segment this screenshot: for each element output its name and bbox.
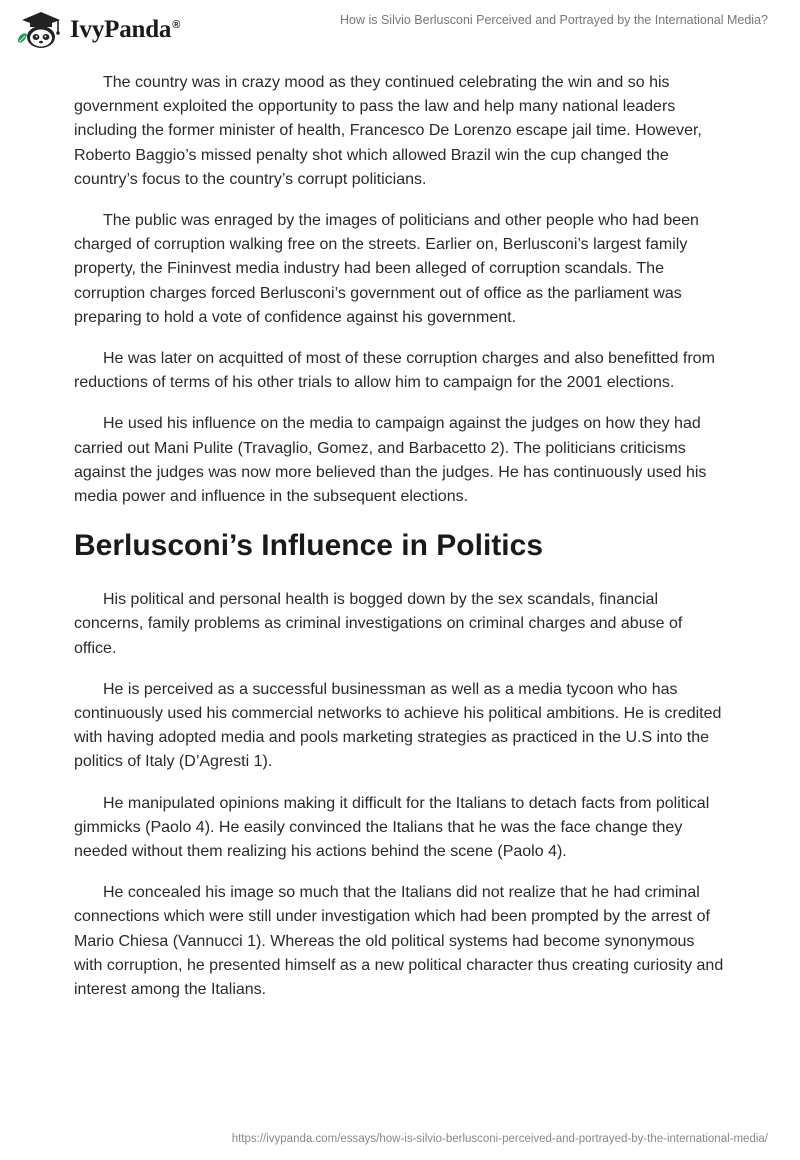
- paragraph: He was later on acquitted of most of these corruption charges and also benefitted from reductions of terms of his other trials to allow him to campaign for the 2001 elections.: [74, 350, 715, 392]
- paragraph: He manipulated opinions making it difficult for the Italians to detach facts from political gimmicks (Paolo 4). He easily convinced the Italians that he was the face change they needed without them realizing his actions behind the scene (Paolo 4).: [74, 794, 710, 861]
- panda-graduate-icon: [14, 10, 64, 50]
- paragraph: He is perceived as a successful businessman as well as a media tycoon who has continuously used his commercial networks to achieve his political ambitions. He is credited with having adopted media and pools marketing strategies as practiced in the U.S into the politics of Italy (D’Agresti 1).: [74, 680, 722, 771]
- paragraph: The public was enraged by the images of politicians and other people who had been charged of corruption walking free on the streets. Earlier on, Berlusconi’s largest family property, the Fininvest media industry had been alleged of corruption scandals. The corruption charges forced Berlusconi’s government out of office as the parliament was preparing to hold a vote of confidence against his government.: [74, 212, 699, 326]
- registered-mark: ®: [172, 18, 181, 31]
- section-heading: Berlusconi’s Influence in Politics: [74, 529, 543, 563]
- logo-name: IvyPanda: [70, 16, 172, 43]
- document-title: How is Silvio Berlusconi Perceived and Portrayed by the International Media?: [339, 13, 768, 27]
- paragraph: The country was in crazy mood as they continued celebrating the win and so his government exploited the opportunity to pass the law and help many national leaders including the former minister of health, Francesco De Lorenzo escape jail time. However, Roberto Baggio’s missed penalty shot which allowed Brazil win the cup changed the country’s focus to the country’s corrupt politicians.: [74, 74, 702, 188]
- paragraph: He concealed his image so much that the Italians did not realize that he had criminal connections which were still under investigation which had been prompted by the arrest of Mario Chiesa (Vannucci 1). Whereas the old political systems had become synonymous with corruption, he presented himself as a new political character thus creating curiosity and interest among the Italians.: [74, 884, 724, 999]
- paragraph: His political and personal health is bogged down by the sex scandals, financial concerns, family problems as criminal investigations on criminal charges and abuse of office.: [74, 591, 683, 657]
- essay-body: [74, 71, 726, 1019]
- logo-wordmark: [70, 16, 180, 44]
- ivypanda-logo[interactable]: [14, 10, 180, 50]
- page-header: [0, 0, 800, 60]
- paragraph: He used his influence on the media to campaign against the judges on how they had carried out Mani Pulite (Travaglio, Gomez, and Barbacetto 2). The politicians criticisms against the judges was now more believed than the judges. He has continuously used his media power and influence in the subsequent elections.: [74, 415, 707, 506]
- source-url[interactable]: https://ivypanda.com/essays/how-is-silvio-berlusconi-perceived-and-portrayed-by-the-international-media/: [231, 1133, 768, 1145]
